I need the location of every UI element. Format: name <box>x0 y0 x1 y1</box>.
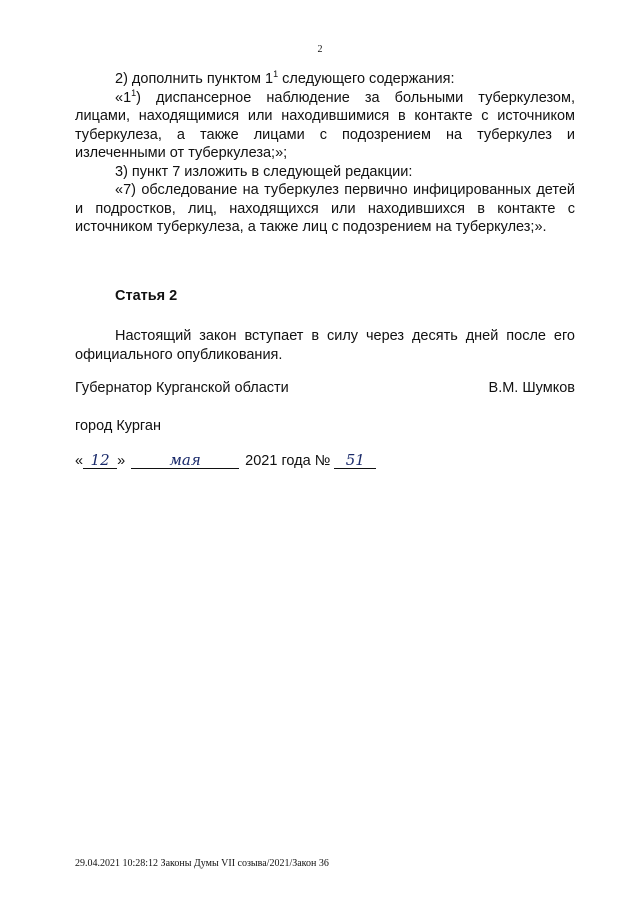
date-day: 12 <box>83 452 117 469</box>
governor-name: В.М. Шумков <box>488 380 575 396</box>
date-quote-open: « <box>75 453 84 469</box>
article-2-text: Настоящий закон вступает в силу через десять дней после его официального опубликования. <box>75 328 575 363</box>
date-quote-close: » <box>117 453 126 469</box>
item-2-quote-superscript: 1 <box>131 87 137 98</box>
item-2-quote-open: «1 <box>115 89 132 106</box>
article-2-title: Статья 2 <box>115 287 178 304</box>
footer-stamp: 29.04.2021 10:28:12 Законы Думы VII созыва/2021/Закон 36 <box>75 858 329 869</box>
item-2-line <box>75 70 575 89</box>
document-body <box>75 70 575 364</box>
item-3-quote: «7) обследование на туберкулез первично инфицированных детей и подростков, лиц, находящихся или находившихся в контакте с источником туберкулеза, а также лиц с подозрением на туберкулез;». <box>75 182 575 235</box>
date-month: мая <box>131 452 239 469</box>
item-2-superscript: 1 <box>273 69 279 80</box>
signature-row <box>75 380 575 396</box>
item-2-tail: следующего содержания: <box>278 71 455 87</box>
item-2-text: 2) дополнить пунктом 1 <box>115 71 274 87</box>
law-number: 51 <box>334 452 376 469</box>
item-2-quote <box>75 89 575 163</box>
date-year-text: 2021 года № <box>245 453 331 469</box>
governor-position: Губернатор Курганской области <box>75 380 289 396</box>
date-line <box>75 452 376 469</box>
page-number: 2 <box>317 44 323 55</box>
item-3-line: 3) пункт 7 изложить в следующей редакции: <box>115 163 413 180</box>
city: город Курган <box>75 418 161 434</box>
item-2-quote-text: ) диспансерное наблюдение за больными туберкулезом, лицами, находящимися или находившимися в контакте с источником туберкулеза, а также лицами с подозрением на туберкулез и излеченными от туберкулеза;»; <box>75 89 575 161</box>
